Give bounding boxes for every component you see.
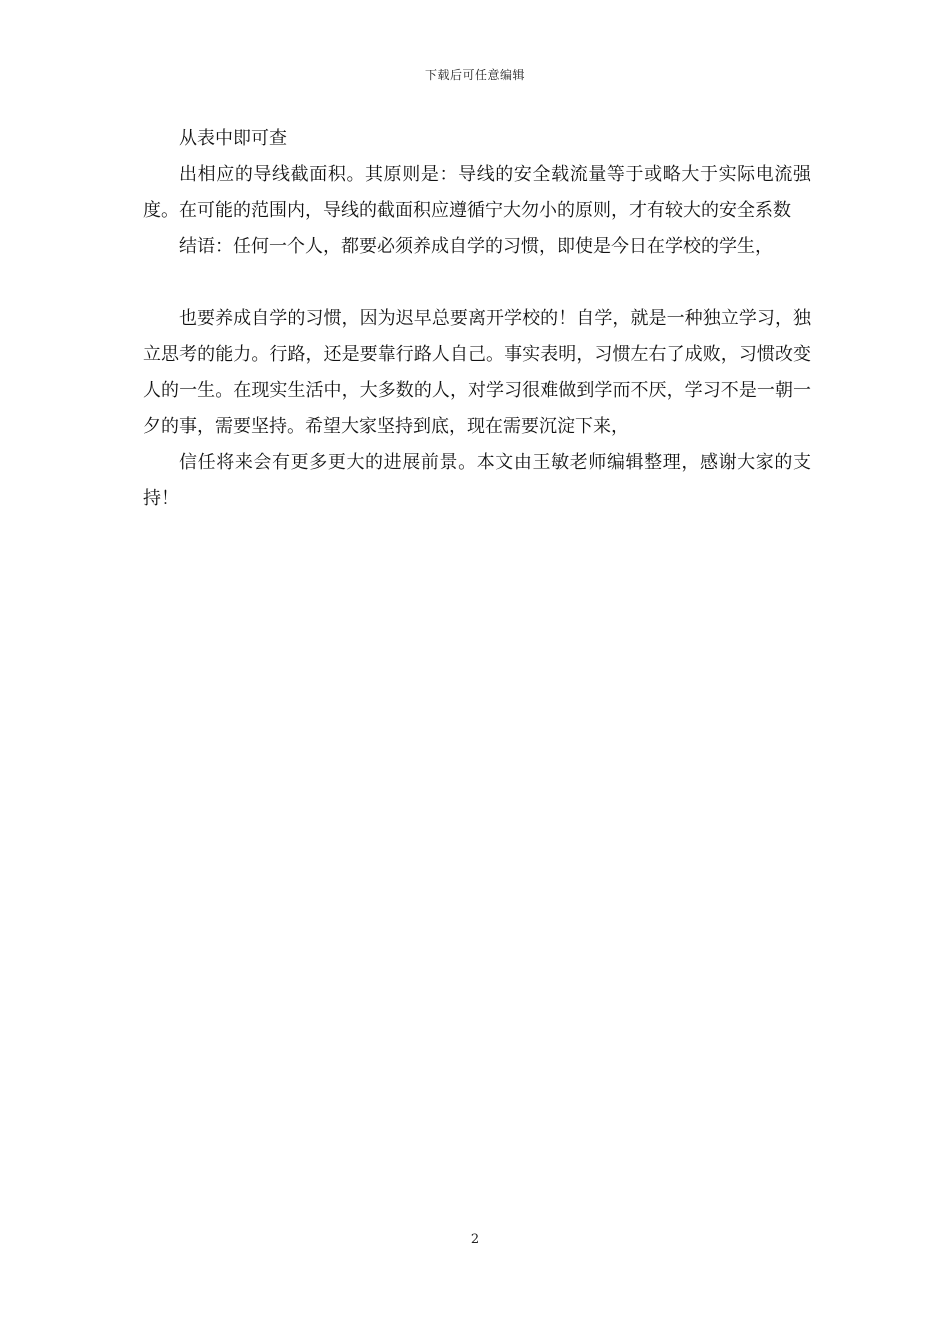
document-body	[143, 121, 811, 517]
paragraph-closing: 信任将来会有更多更大的进展前景。本文由王敏老师编辑整理，感谢大家的支持！	[143, 452, 811, 509]
page-number: 2	[470, 1232, 480, 1247]
page-header: 下载后可任意编辑	[424, 68, 525, 82]
paragraph-cross-section-principle: 出相应的导线截面积。其原则是：导线的安全载流量等于或略大于实际电流强度。在可能的范围内，导线的截面积应遵循宁大勿小的原则，才有较大的安全系数	[143, 164, 811, 221]
paragraph-lookup: 从表中即可查	[179, 128, 287, 149]
paragraph-conclusion-intro: 结语：任何一个人，都要必须养成自学的习惯，即使是今日在学校的学生，	[179, 236, 773, 257]
paragraph-self-study: 也要养成自学的习惯，因为迟早总要离开学校的！自学，就是一种独立学习，独立思考的能力。行路，还是要靠行路人自己。事实表明，习惯左右了成败，习惯改变人的一生。在现实生活中，大多数的人，对学习很难做到学而不厌，学习不是一朝一夕的事，需要坚持。希望大家坚持到底，现在需要沉淀下来，	[143, 308, 811, 437]
paragraph-spacer	[143, 265, 811, 301]
